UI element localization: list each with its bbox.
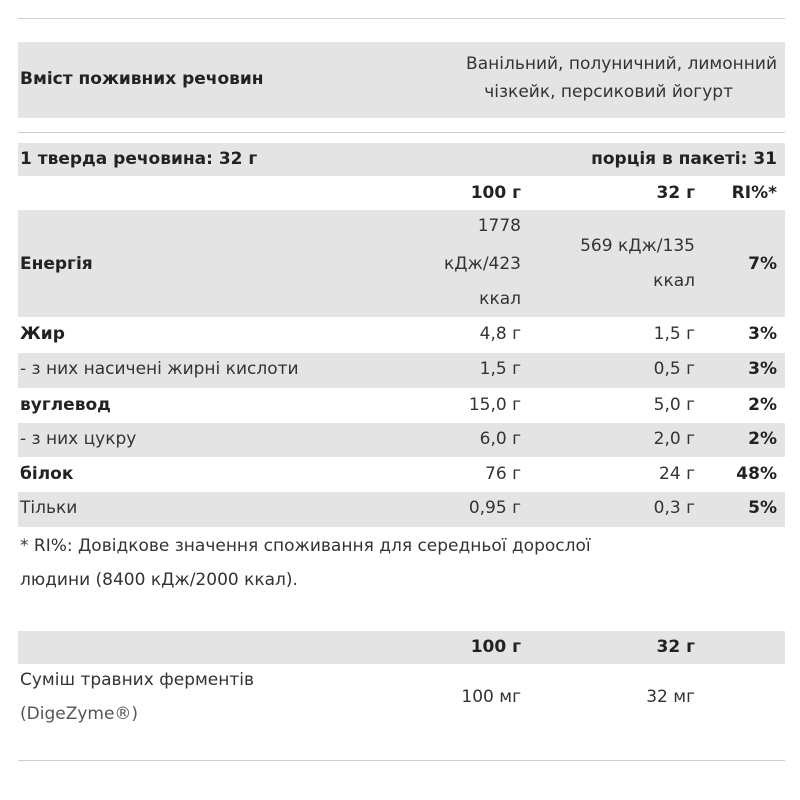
energy-label: Енергія [20,254,93,274]
carbohydrate-ri: 2% [748,395,777,415]
energy-row [18,210,785,317]
table-header [18,42,785,118]
col-ri-percent: RI%* [731,183,777,203]
header-rule [18,132,785,133]
flavors-line-2: чізкейк, персиковий йогурт [484,82,733,102]
protein-ri: 48% [736,464,777,484]
energy-100g-line-2: кДж/423 [443,254,521,274]
saturated-fat-32g: 0,5 г [653,359,695,379]
energy-100g-line-1: 1778 [477,216,521,236]
sugars-ri: 2% [748,429,777,449]
saturated-fat-100g: 1,5 г [479,359,521,379]
serving-row [18,143,785,176]
carbohydrate-100g: 15,0 г [468,395,521,415]
bottom-rule [18,760,785,761]
table-row [18,388,785,423]
footnote-line-1: * RI%: Довідкове значення споживання для середньої дорослої [20,536,591,556]
salt-label: Тільки [20,498,78,518]
flavors-line-1: Ванільний, полуничний, лимонний [466,54,777,74]
sugars-32g: 2,0 г [653,429,695,449]
enzyme-32g: 32 мг [646,687,695,707]
footnote [18,527,785,607]
sugars-100g: 6,0 г [479,429,521,449]
carbohydrate-32g: 5,0 г [653,395,695,415]
energy-100g-line-3: ккал [479,289,521,309]
column-headers [18,176,785,210]
sugars-label: - з них цукру [20,429,137,449]
fat-32g: 1,5 г [653,324,695,344]
energy-ri: 7% [748,254,777,274]
fat-label: Жир [20,324,65,344]
salt-ri: 5% [748,498,777,518]
saturated-fat-ri: 3% [748,359,777,379]
energy-32g-line-1: 569 кДж/135 [580,236,695,256]
servings-per-pack: порція в пакеті: 31 [591,149,777,169]
protein-label: білок [20,464,74,484]
table-row [18,423,785,457]
footnote-line-2: людини (8400 кДж/2000 ккал). [20,570,298,590]
fat-100g: 4,8 г [479,324,521,344]
nutrition-title: Вміст поживних речовин [20,69,264,89]
col-per-32g: 32 г [656,183,695,203]
enzyme-row [18,664,785,734]
energy-32g-line-2: ккал [653,271,695,291]
top-rule [18,18,785,19]
enzyme-col-per-32g: 32 г [656,637,695,657]
enzyme-header-row [18,631,785,664]
protein-100g: 76 г [485,464,521,484]
enzyme-label: Суміш травних ферментів [20,670,255,690]
salt-100g: 0,95 г [468,498,521,518]
enzyme-100g: 100 мг [461,687,521,707]
table-row [18,317,785,353]
fat-ri: 3% [748,324,777,344]
serving-size: 1 тверда речовина: 32 г [20,149,258,169]
table-row [18,492,785,527]
protein-32g: 24 г [659,464,695,484]
enzyme-brand: (DigeZyme®) [20,704,139,724]
carbohydrate-label: вуглевод [20,395,111,415]
table-row [18,457,785,492]
table-row [18,353,785,388]
col-per-100g: 100 г [470,183,521,203]
enzyme-col-per-100g: 100 г [470,637,521,657]
saturated-fat-label: - з них насичені жирні кислоти [20,359,299,379]
salt-32g: 0,3 г [653,498,695,518]
